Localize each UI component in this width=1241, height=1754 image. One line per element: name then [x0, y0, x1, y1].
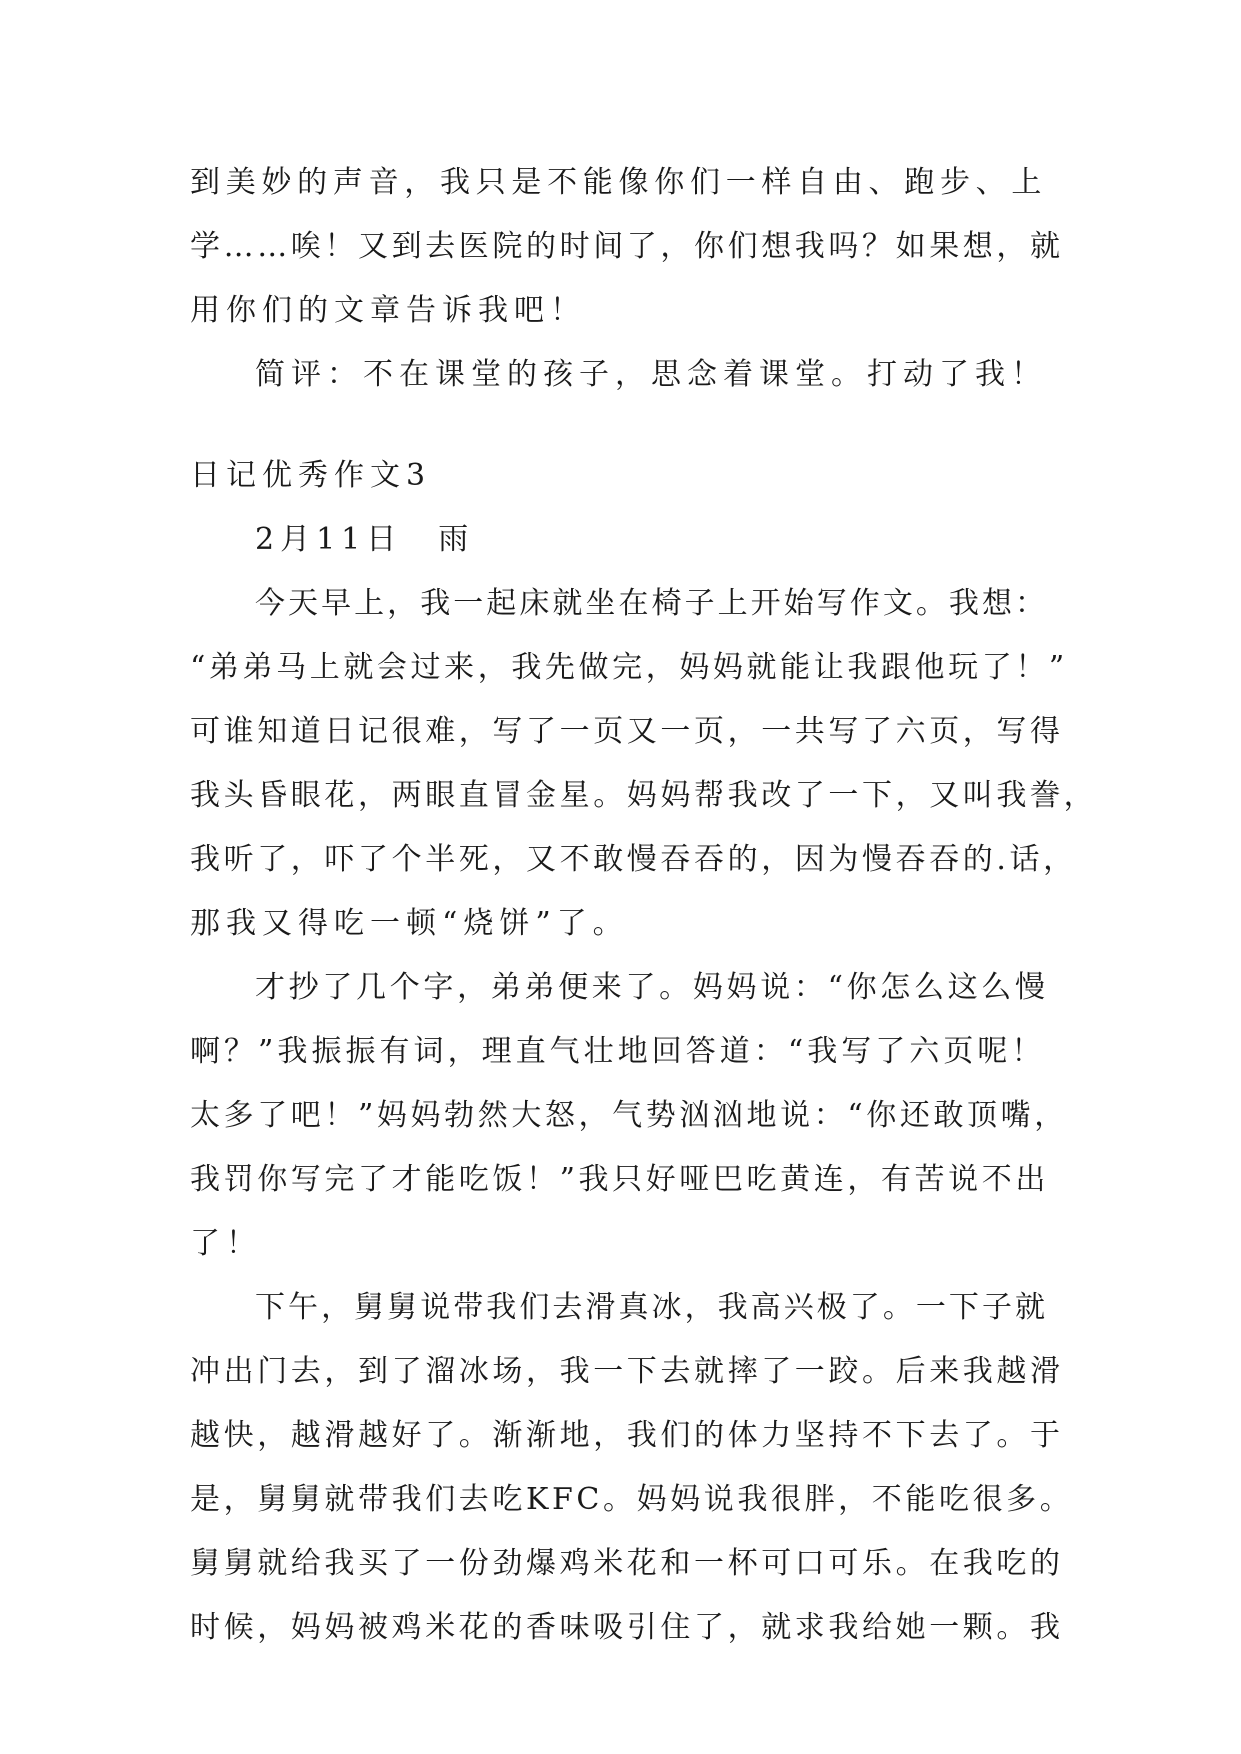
text-line: 可谁知道日记很难，写了一页又一页，一共写了六页，写得 [190, 714, 1064, 749]
text-line: 是，舅舅就带我们去吃KFC。妈妈说我很胖，不能吃很多。 [190, 1482, 1074, 1517]
text-line: 我罚你写完了才能吃饭！”我只好哑巴吃黄连，有苦说不出 [190, 1162, 1049, 1197]
text-line: 冲出门去，到了溜冰场，我一下去就摔了一跤。后来我越滑 [190, 1354, 1064, 1389]
text-line: 了！ [190, 1226, 262, 1261]
text-line: “弟弟马上就会过来，我先做完，妈妈就能让我跟他玩了！” [190, 650, 1068, 685]
text-line: 时候，妈妈被鸡米花的香味吸引住了，就求我给她一颗。我 [190, 1610, 1064, 1645]
essay-title: 日记优秀作文3 [190, 458, 432, 493]
diary-date: 2月11日 雨 [255, 522, 475, 557]
text-line: 那我又得吃一顿“烧饼”了。 [190, 906, 629, 941]
text-line: 用你们的文章告诉我吧！ [190, 293, 586, 328]
text-line: 学……唉！又到去医院的时间了，你们想我吗？如果想，就 [190, 229, 1064, 264]
text-line: 才抄了几个字，弟弟便来了。妈妈说：“你怎么这么慢 [255, 970, 1045, 1005]
text-line: 我头昏眼花，两眼直冒金星。妈妈帮我改了一下，又叫我誊， [190, 778, 1098, 813]
text-line: 啊？”我振振有词，理直气壮地回答道：“我写了六页呢！ [190, 1034, 1045, 1069]
text-line: 舅舅就给我买了一份劲爆鸡米花和一杯可口可乐。在我吃的 [190, 1546, 1064, 1581]
text-line: 下午，舅舅说带我们去滑真冰，我高兴极了。一下子就 [255, 1290, 1045, 1325]
text-line: 越快，越滑越好了。渐渐地，我们的体力坚持不下去了。于 [190, 1418, 1064, 1453]
text-line: 太多了吧！”妈妈勃然大怒，气势汹汹地说：“你还敢顶嘴， [190, 1098, 1068, 1133]
text-line: 今天早上，我一起床就坐在椅子上开始写作文。我想： [255, 586, 1045, 621]
text-line: 到美妙的声音，我只是不能像你们一样自由、跑步、上 [190, 165, 1045, 200]
review-comment: 简评：不在课堂的孩子，思念着课堂。打动了我！ [255, 357, 1047, 392]
text-line: 我听了，吓了个半死，又不敢慢吞吞的，因为慢吞吞的.话， [190, 842, 1077, 877]
